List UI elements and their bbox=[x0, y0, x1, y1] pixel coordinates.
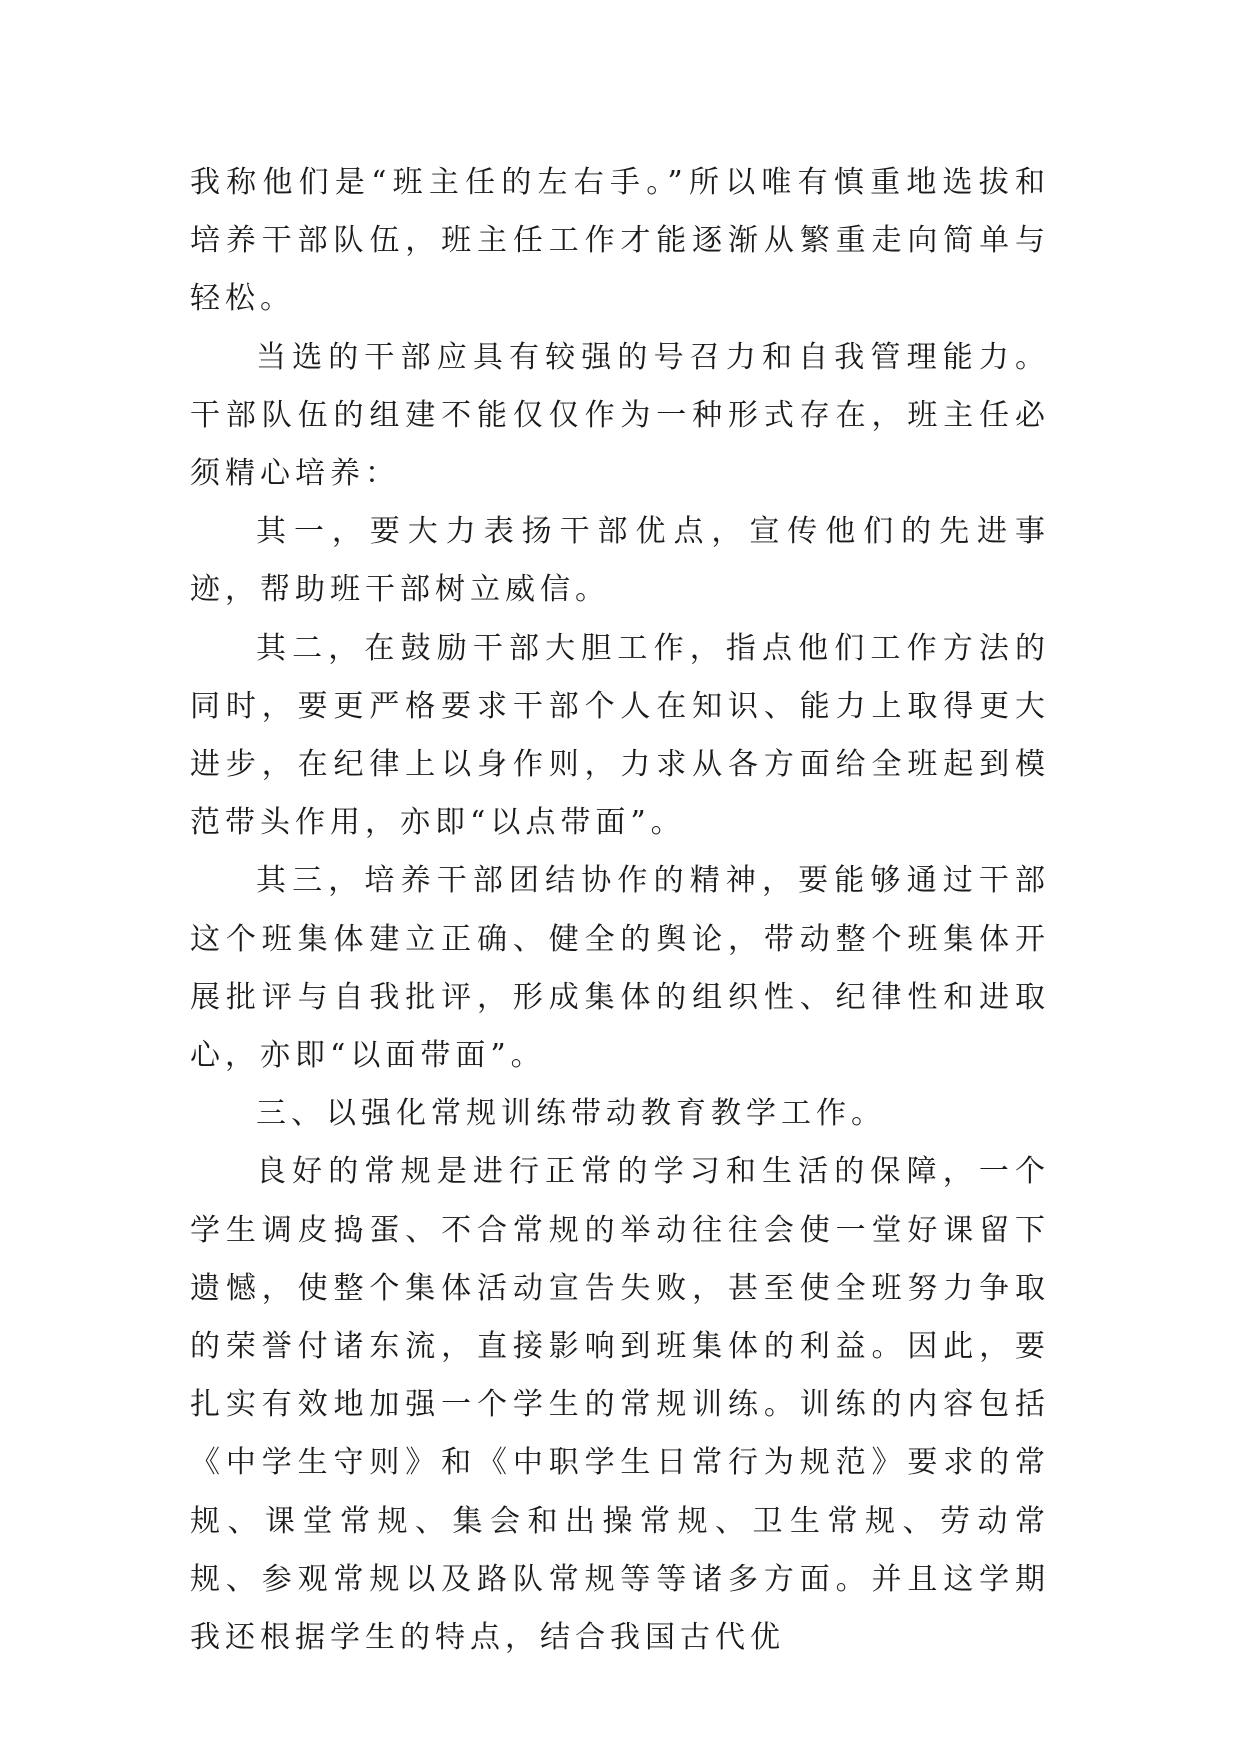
paragraph-7: 良好的常规是进行正常的学习和生活的保障，一个学生调皮捣蛋、不合常规的举动往往会使一堂好课留下遗憾，使整个集体活动宣告失败，甚至使全班努力争取的荣誉付诸东流，直接影响到班集体的利益。因此，要扎实有效地加强一个学生的常规训练。训练的内容包括《中学生守则》和《中职学生日常行为规范》要求的常规、课堂常规、集会和出操常规、卫生常规、劳动常规、参观常规以及路队常规等等诸多方面。并且这学期我还根据学生的特点，结合我国古代优 bbox=[190, 1154, 1050, 1656]
document-body bbox=[190, 154, 1050, 1667]
paragraph-2: 当选的干部应具有较强的号召力和自我管理能力。干部队伍的组建不能仅仅作为一种形式存在，班主任必须精心培养： bbox=[190, 339, 1050, 492]
paragraph-1: 我称他们是“班主任的左右手。”所以唯有慎重地选拔和培养干部队伍，班主任工作才能逐渐从繁重走向简单与轻松。 bbox=[190, 165, 1050, 317]
paragraph-3: 其一，要大力表扬干部优点，宣传他们的先进事迹，帮助班干部树立威信。 bbox=[190, 514, 1050, 608]
section-heading-3: 三、以强化常规训练带动教育教学工作。 bbox=[256, 1096, 886, 1132]
paragraph-4: 其二，在鼓励干部大胆工作，指点他们工作方法的同时，要更严格要求干部个人在知识、能力上取得更大进步，在纪律上以身作则，力求从各方面给全班起到模范带头作用，亦即“以点带面”。 bbox=[190, 630, 1050, 841]
paragraph-5: 其三，培养干部团结协作的精神，要能够通过干部这个班集体建立正确、健全的舆论，带动整个班集体开展批评与自我批评，形成集体的组织性、纪律性和进取心，亦即“以面带面”。 bbox=[190, 863, 1050, 1074]
